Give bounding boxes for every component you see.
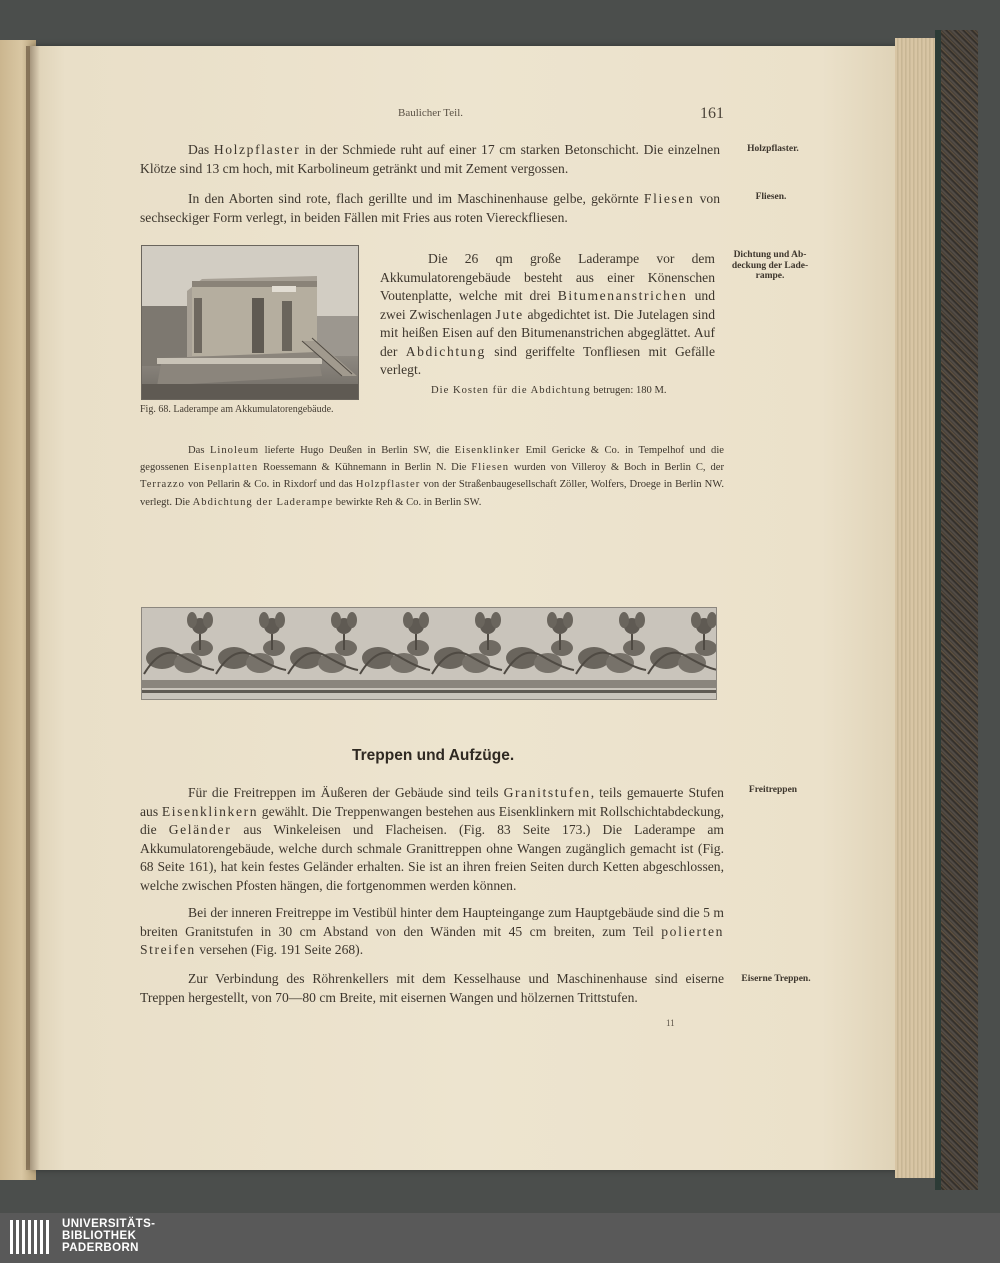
- figure-68-photo: [141, 245, 359, 400]
- paragraph-eiserne-treppen: Zur Verbindung des Röhrenkellers mit dem Kesselhause und Maschinenhause sind eiserne Treppen hergestellt, von 70—80 cm Breite, mit eisernen Wangen und hölzernen Trittstufen.: [140, 971, 724, 1005]
- signature-mark: 11: [666, 1018, 675, 1028]
- spaced-term: Terrazzo: [140, 479, 185, 491]
- text: wurden von Villeroy & Boch in Berlin C, der: [509, 462, 724, 474]
- spaced-term: Holzpflaster: [355, 479, 421, 491]
- spaced-term: Geländer: [168, 822, 232, 837]
- spaced-term: Linoleum: [209, 445, 260, 456]
- margin-line: rampe.: [755, 271, 785, 281]
- text: von der Straßenbaugesellschaft Zöller, Wolfers, Droege in Berlin NW. verlegt. Die: [140, 479, 724, 508]
- text: von sechseckiger Form verlegt, in beiden Fällen mit Fries aus roten Viereckfliesen.: [140, 191, 720, 225]
- text: gewählt. Die Treppenwangen bestehen aus Eisenklinkern mit Rollschichtabdeckung, die: [140, 803, 724, 837]
- text: von Pellarin & Co. in Rixdorf und das: [184, 479, 356, 491]
- margin-line: deckung der Lade-: [731, 260, 809, 271]
- frieze-motif: [504, 612, 574, 674]
- margin-note-fliesen: Fliesen.: [755, 192, 787, 202]
- margin-note-holzpflaster: Holzpflaster.: [747, 144, 799, 154]
- paragraph-suppliers: [140, 442, 724, 511]
- library-name-line: BIBLIOTHEK: [62, 1230, 137, 1243]
- spaced-term: Fliesen: [471, 462, 509, 474]
- text: in der Schmiede ruht auf einer 17 cm starken Betonschicht. Die einzelnen Klötze sind 13 cm hoch, mit Karbolineum getränkt und mit Zement vergossen.: [140, 142, 720, 176]
- frieze-motif: [144, 612, 214, 674]
- spaced-term: Jute: [495, 306, 524, 322]
- margin-note-freitreppen: Freitreppen: [748, 785, 798, 795]
- text: Das: [188, 142, 214, 157]
- spaced-term: Granitstufen: [503, 785, 591, 800]
- spaced-term: Die Kosten für die Abdichtung: [431, 385, 591, 396]
- text: Für die Freitreppen im Äußeren der Gebäude sind teils: [188, 785, 504, 800]
- page-edges: [895, 38, 937, 1178]
- text: abgedichtet ist. Die Jutelagen sind mit heißen Eisen auf den Bitumenanstrichen abgeglättet. Auf der: [380, 306, 715, 359]
- paragraph-vestibuel: [140, 904, 724, 960]
- text: , teils gemauerte Stufen aus: [140, 785, 724, 819]
- library-logo-icon: [10, 1218, 52, 1256]
- text: lieferte Hugo Deußen in Berlin SW, die: [259, 445, 455, 456]
- text: und zwei Zwischenlagen: [380, 288, 715, 322]
- text: Bei der inneren Freitreppe im Vestibül hinter dem Haupteingange zum Hauptgebäude sind die 5 m breiten Granitstufen in 30 cm Abstand von den Wänden mit 45 cm breiten, zum Teil: [140, 905, 724, 939]
- text: In den Aborten sind rote, flach gerillte und im Maschinenhause gelbe, gekörnte: [188, 191, 644, 206]
- page-number: 161: [700, 105, 724, 122]
- paragraph-fliesen: [140, 190, 720, 227]
- text: Die 26 qm große Laderampe vor dem Akkumulatorengebäude besteht aus einer Könenschen Voutenplatte, welche mit drei: [380, 251, 715, 303]
- frieze-motif: [360, 612, 430, 674]
- text: betrugen: 180 M.: [590, 385, 667, 396]
- cost-note: [431, 382, 731, 399]
- text: sind geriffelte Tonfliesen mit Gefälle verlegt.: [380, 343, 715, 377]
- margin-note-eiserne-treppen: Eiserne Treppen.: [741, 974, 811, 984]
- frieze-motif: [432, 612, 502, 674]
- running-head: Baulicher Teil.: [398, 107, 464, 119]
- text: versehen (Fig. 191 Seite 268).: [195, 942, 364, 957]
- spaced-term: Abdichtung der Laderampe: [192, 496, 334, 508]
- spaced-term: Eisenklinkern: [161, 803, 259, 819]
- ornamental-frieze: [141, 607, 717, 700]
- text: Roessemann & Kühnemann in Berlin N. Die: [258, 462, 472, 474]
- frieze-motif: [648, 612, 716, 674]
- text: Das: [188, 445, 210, 456]
- library-name-line: PADERBORN: [62, 1242, 139, 1255]
- text: aus Winkeleisen und Flacheisen. (Fig. 83 Seite 173.) Die Laderampe am Akkumulatorengebäude, welche durch schmale Granittreppen ohne Wangen zugänglich gemacht ist (Fig. 68 Seite 161), hat kein festes Geländer erhalten. Sie ist an ihren freien Seiten durch Ketten abgeschlossen, welche zwischen Pfosten hängen, die fortgenommen werden können.: [140, 822, 724, 893]
- spaced-term: polierten Streifen: [140, 923, 724, 957]
- paragraph-laderampe: [380, 250, 715, 380]
- frieze-motif: [576, 612, 646, 674]
- gutter-shadow: [26, 46, 40, 1170]
- spaced-term: Abdichtung: [405, 343, 486, 359]
- margin-line: Dichtung und Ab-: [733, 250, 807, 260]
- spaced-term: Holzpflaster: [213, 142, 301, 157]
- spaced-term: Bitumenanstrichen: [557, 288, 688, 303]
- spaced-term: Fliesen: [643, 191, 695, 206]
- paragraph-freitreppen: [140, 784, 724, 895]
- figure-caption: Fig. 68. Laderampe am Akkumulatorengebäude.: [140, 404, 334, 415]
- paragraph-holzpflaster: [140, 141, 720, 178]
- spaced-term: Eisenklinker: [454, 445, 521, 456]
- frieze-motif: [288, 612, 358, 674]
- text: Emil Gericke & Co. in Tempelhof und die gegossenen: [140, 445, 724, 474]
- margin-note-dichtung: [720, 250, 820, 282]
- library-name-line: UNIVERSITÄTS-: [62, 1218, 156, 1230]
- book-cover: [935, 30, 978, 1190]
- library-name: [62, 1218, 155, 1255]
- section-heading: Treppen und Aufzüge.: [352, 747, 515, 764]
- text: bewirkte Reh & Co. in Berlin SW.: [333, 496, 482, 508]
- spaced-term: Eisenplatten: [193, 462, 259, 474]
- frieze-motif: [216, 612, 286, 674]
- cover-spine-edge: [935, 30, 941, 1190]
